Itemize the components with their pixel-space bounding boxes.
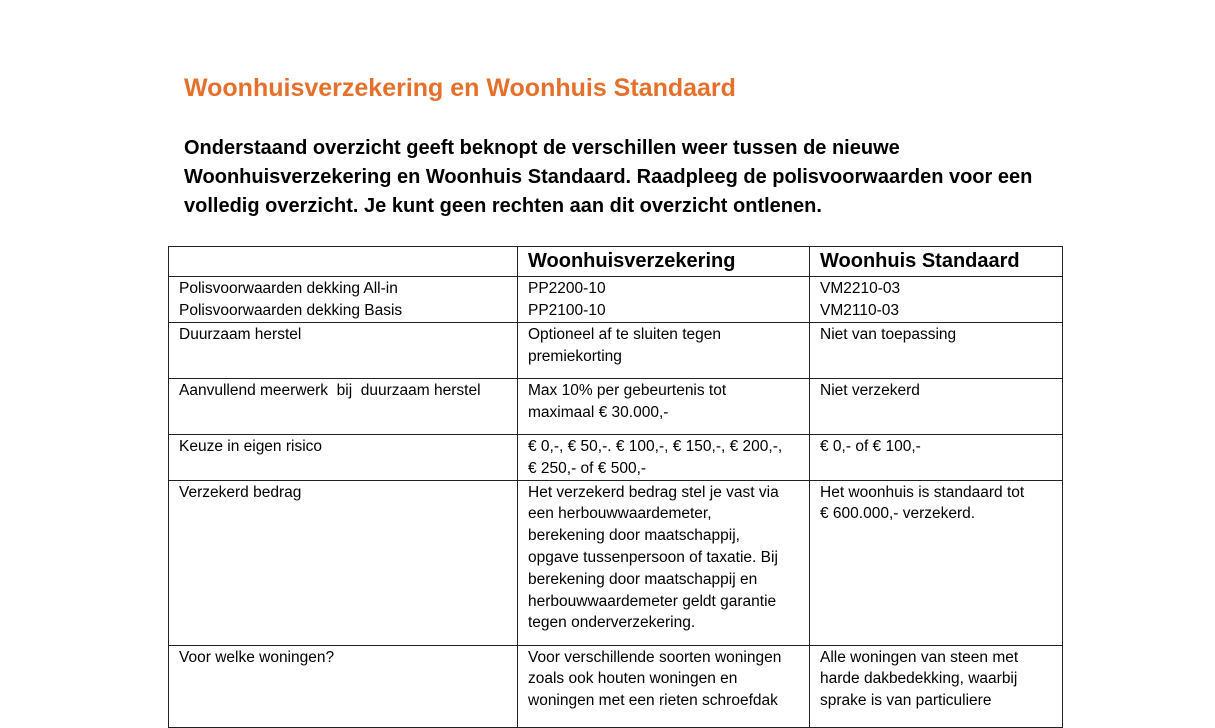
cell-line: Niet verzekerd bbox=[820, 382, 920, 399]
cell-line: opgave tussenpersoon of taxatie. Bij bbox=[528, 548, 778, 566]
cell-line: € 0,-, € 50,-. € 100,-, € 150,-, € 200,-, bbox=[528, 438, 783, 455]
cell-line: een herbouwwaardemeter, bbox=[528, 505, 712, 523]
row-label-cell bbox=[169, 277, 518, 323]
cell-line: PP2200-10 bbox=[528, 280, 606, 297]
comparison-table bbox=[168, 246, 1063, 728]
woonhuis-standaard-cell bbox=[810, 645, 1063, 727]
table-row bbox=[169, 379, 1063, 435]
cell-line: Verzekerd bedrag bbox=[179, 483, 302, 501]
intro-line: volledig overzicht. Je kunt geen rechten aan dit overzicht ontlenen. bbox=[184, 195, 822, 217]
woonhuisverzekering-cell bbox=[518, 323, 810, 379]
cell-line: Max 10% per gebeurtenis tot bbox=[528, 382, 727, 399]
woonhuis-standaard-cell bbox=[810, 480, 1063, 645]
header-woonhuis-standaard: Woonhuis Standaard bbox=[810, 247, 1063, 277]
cell-line: herbouwwaardemeter geldt garantie bbox=[528, 592, 777, 610]
row-label-cell bbox=[169, 435, 518, 481]
cell-line: Polisvoorwaarden dekking All-in bbox=[179, 280, 398, 297]
row-label-cell bbox=[169, 379, 518, 435]
cell-line: Polisvoorwaarden dekking Basis bbox=[179, 301, 403, 319]
woonhuis-standaard-cell bbox=[810, 379, 1063, 435]
woonhuisverzekering-cell bbox=[518, 435, 810, 481]
cell-line: Aanvullend meerwerk bij duurzaam herstel bbox=[179, 382, 481, 399]
table-header-row bbox=[169, 247, 1063, 277]
woonhuis-standaard-cell bbox=[810, 323, 1063, 379]
cell-line: woningen met een rieten schroefdak bbox=[528, 692, 778, 710]
cell-line: berekening door maatschappij en bbox=[528, 570, 758, 588]
cell-line: Alle woningen van steen met bbox=[820, 648, 1019, 666]
cell-line: Optioneel af te sluiten tegen bbox=[528, 326, 722, 343]
cell-line: VM2210-03 bbox=[820, 280, 901, 297]
cell-line: PP2100-10 bbox=[528, 301, 606, 319]
woonhuisverzekering-cell bbox=[518, 480, 810, 645]
woonhuisverzekering-cell bbox=[518, 277, 810, 323]
cell-line: maximaal € 30.000,- bbox=[528, 403, 669, 421]
cell-line: Keuze in eigen risico bbox=[179, 438, 323, 455]
row-label-cell bbox=[169, 645, 518, 727]
woonhuisverzekering-cell bbox=[518, 379, 810, 435]
woonhuis-standaard-cell bbox=[810, 277, 1063, 323]
document-title: Woonhuisverzekering en Woonhuis Standaard bbox=[184, 74, 736, 102]
intro-paragraph bbox=[184, 134, 1064, 221]
cell-line: berekening door maatschappij, bbox=[528, 527, 740, 545]
cell-line: sprake is van particuliere bbox=[820, 692, 992, 710]
header-empty-cell bbox=[169, 247, 518, 277]
table-row bbox=[169, 480, 1063, 645]
table-row bbox=[169, 323, 1063, 379]
cell-line: Niet van toepassing bbox=[820, 326, 957, 343]
cell-line: harde dakbedekking, waarbij bbox=[820, 670, 1018, 688]
cell-line: Het woonhuis is standaard tot bbox=[820, 483, 1025, 501]
cell-line: Het verzekerd bedrag stel je vast via bbox=[528, 483, 779, 501]
intro-line: Woonhuisverzekering en Woonhuis Standaard. Raadpleeg de polisvoorwaarden voor een bbox=[184, 166, 1033, 188]
row-label-cell bbox=[169, 323, 518, 379]
cell-line: zoals ook houten woningen en bbox=[528, 670, 738, 688]
cell-line: tegen onderverzekering. bbox=[528, 614, 696, 632]
woonhuis-standaard-cell bbox=[810, 435, 1063, 481]
cell-line: € 250,- of € 500,- bbox=[528, 459, 647, 477]
intro-line: Onderstaand overzicht geeft beknopt de verschillen weer tussen de nieuwe bbox=[184, 137, 900, 159]
cell-line: Duurzaam herstel bbox=[179, 326, 302, 343]
table-row bbox=[169, 435, 1063, 481]
header-woonhuisverzekering: Woonhuisverzekering bbox=[518, 247, 810, 277]
cell-line: premiekorting bbox=[528, 347, 622, 365]
cell-line: € 600.000,- verzekerd. bbox=[820, 505, 976, 523]
woonhuisverzekering-cell bbox=[518, 645, 810, 727]
table-row bbox=[169, 645, 1063, 727]
cell-line: Voor verschillende soorten woningen bbox=[528, 648, 782, 666]
cell-line: Voor welke woningen? bbox=[179, 648, 335, 666]
row-label-cell bbox=[169, 480, 518, 645]
cell-line: € 0,- of € 100,- bbox=[820, 438, 921, 455]
cell-line: VM2110-03 bbox=[820, 301, 899, 319]
table-row bbox=[169, 277, 1063, 323]
